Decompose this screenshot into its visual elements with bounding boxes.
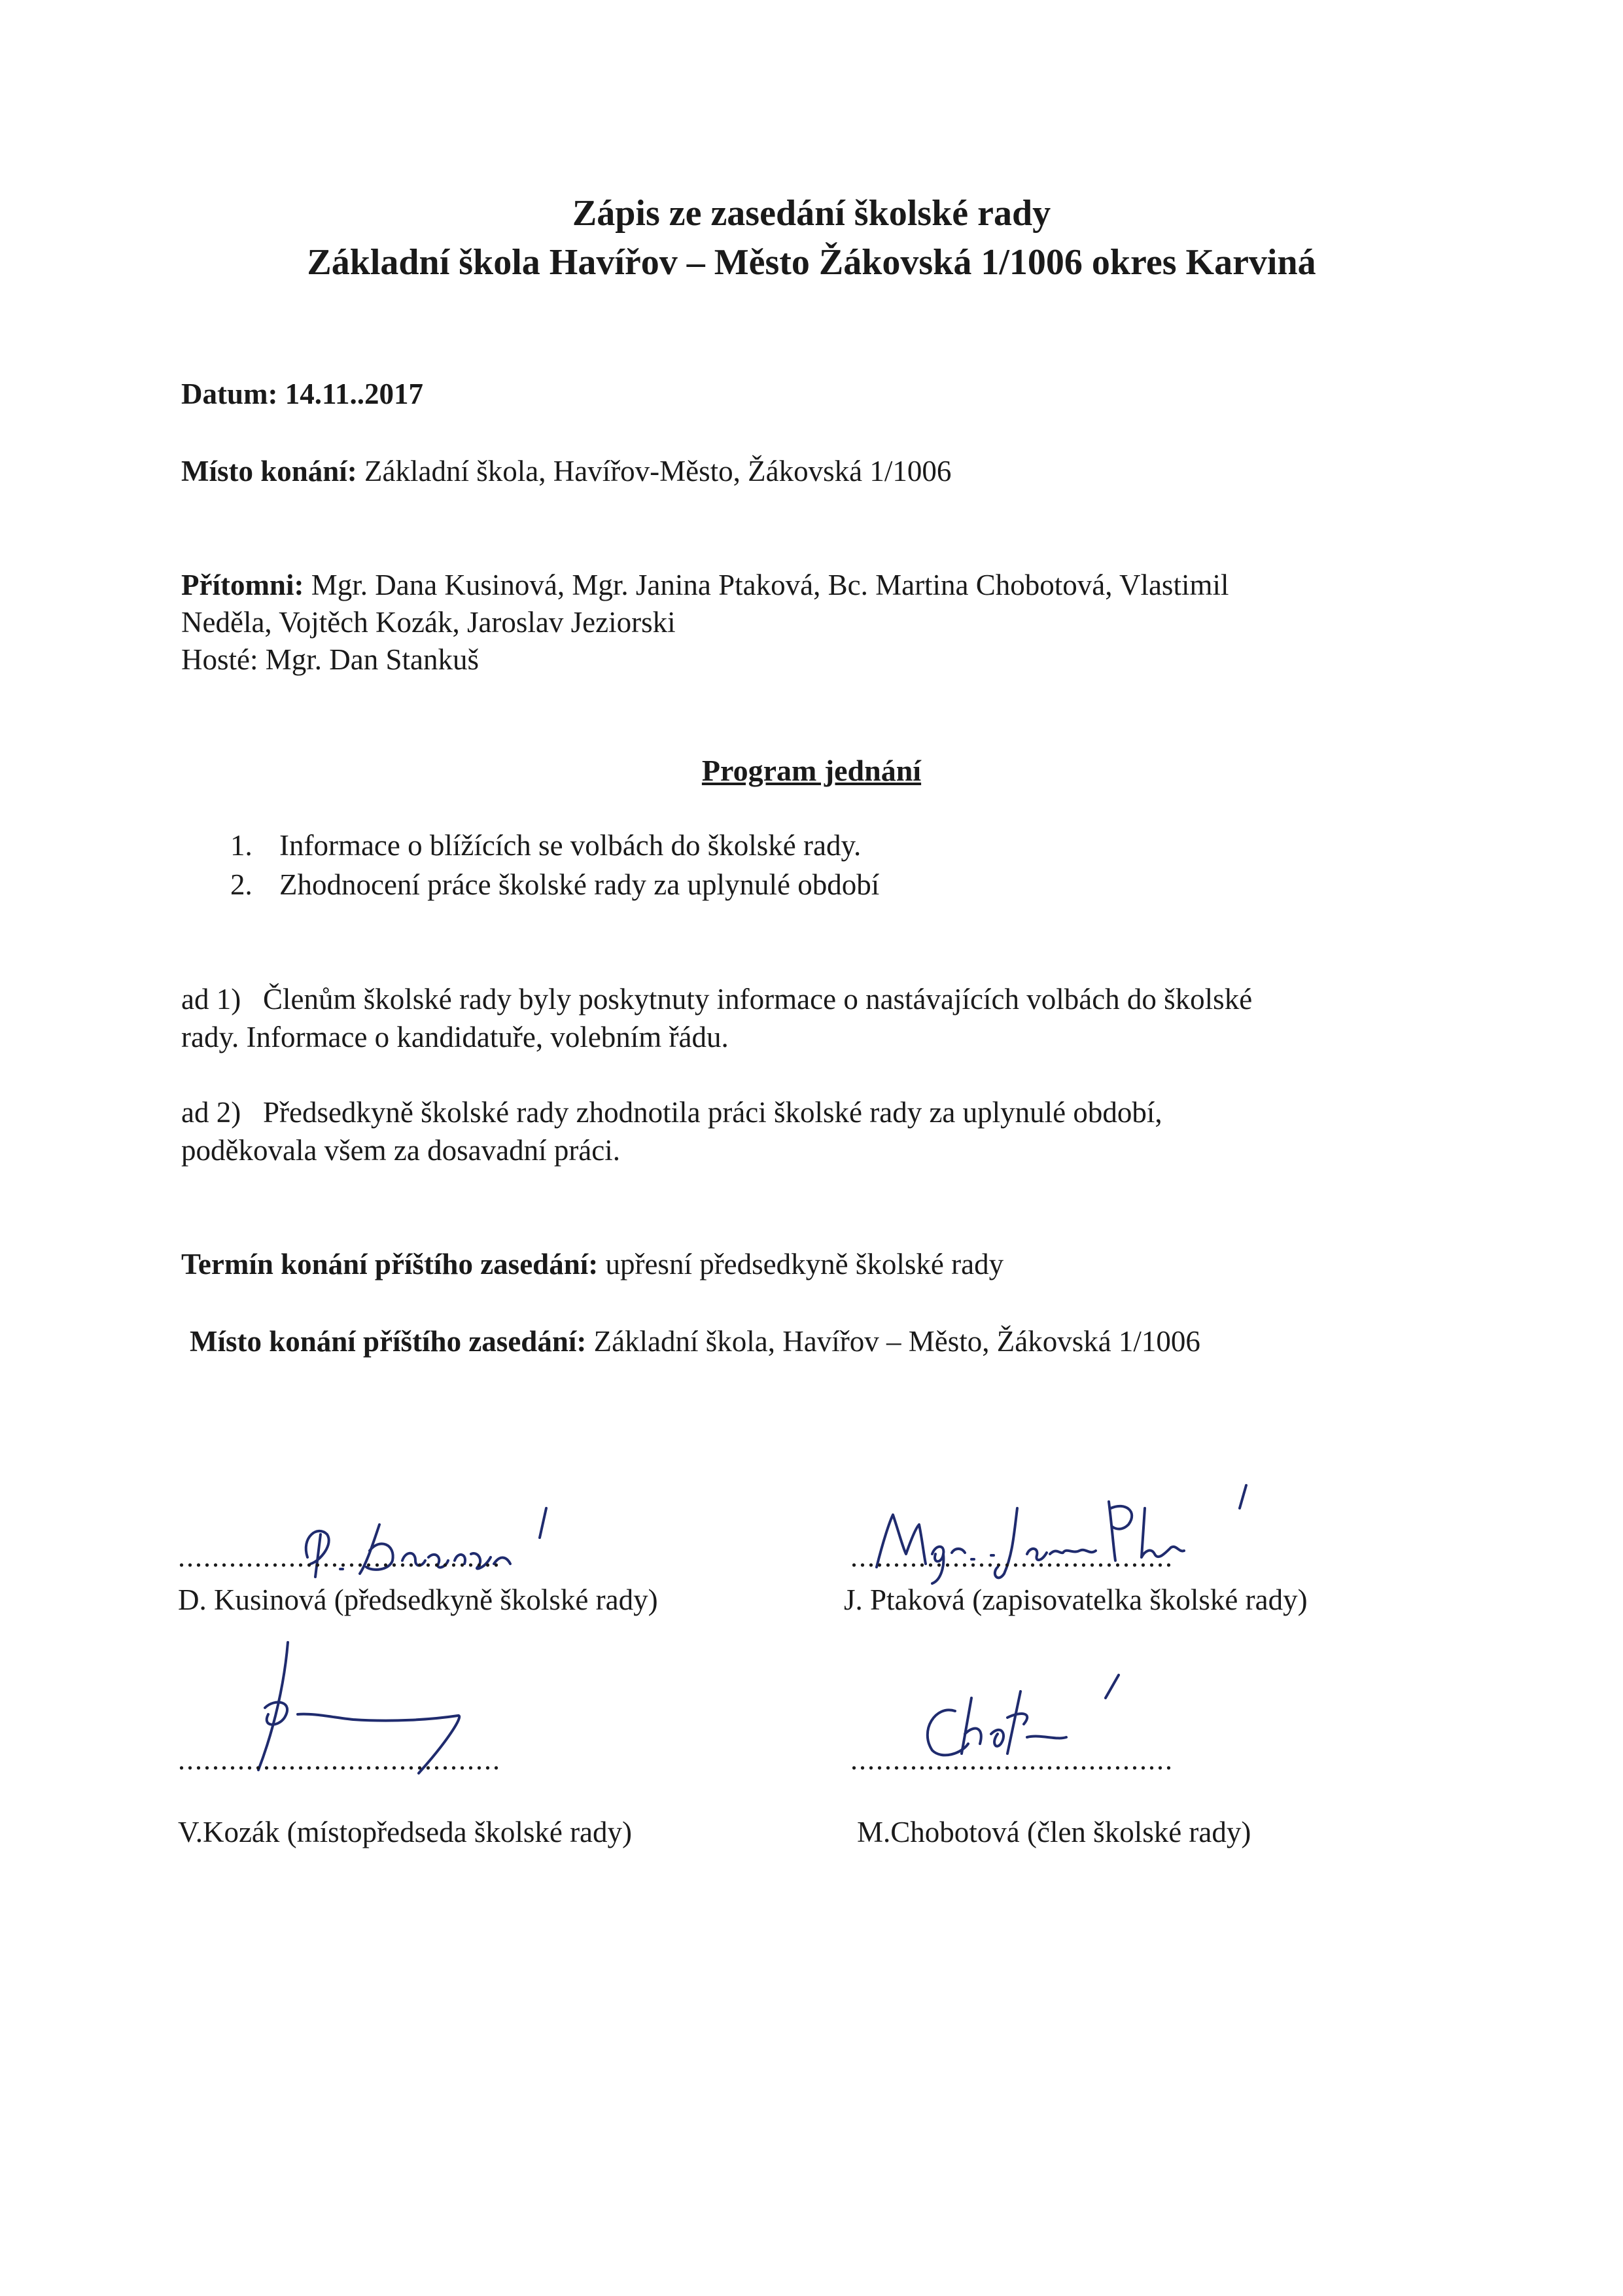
school-name: Základní škola Havířov – Město Žákovská 1/1006 okres Karviná [307,242,1316,283]
next-meeting-term [181,1245,1003,1284]
next-place-value: Základní škola, Havířov – Město, Žákovská 1/1006 [593,1325,1200,1358]
next-term-value: upřesní předsedkyně školské rady [605,1248,1004,1280]
agenda-item [230,826,861,865]
agenda-item [230,865,879,904]
agenda-title: Program jednání [701,754,922,787]
present-line-1 [181,565,1229,605]
signature-line-ptakova: ...................................... [850,1541,1174,1573]
agenda-item-text: Informace o blížících se volbách do školské rady. [279,829,862,862]
ad1-line-2: rady. Informace o kandidatuře, volebním řádu. [181,1021,729,1053]
ad2-line-2: poděkovala všem za dosavadní práci. [181,1134,621,1167]
next-term-label: Termín konání příštího zasedání: [181,1248,599,1280]
signature-line-kusinova: ...................................... [178,1541,501,1573]
agenda-item-number: 1. [230,829,253,862]
agenda-item-text: Zhodnocení práce školské rady za uplynulé období [279,868,880,901]
present-line-2: Neděla, Vojtěch Kozák, Jaroslav Jeziorski [181,606,676,639]
document-title: Zápis ze zasedání školské rady [572,193,1051,234]
signature-line-chobotova: ...................................... [850,1744,1174,1776]
agenda-item-number: 2. [230,868,253,901]
ad2-line-1: ad 2) Předsedkyně školské rady zhodnotila práci školské rady za uplynulé období, [181,1096,1162,1129]
present-label: Přítomni: [181,569,304,601]
next-place-label: Místo konání příštího zasedání: [190,1325,587,1358]
ad1-line-1: ad 1) Členům školské rady byly poskytnuty informace o nastávajících volbách do školské [181,983,1253,1016]
next-meeting-place [190,1322,1200,1361]
guests-line: Hosté: Mgr. Dan Stankuš [181,643,479,676]
meeting-place [181,451,951,491]
signature-caption-kozak: V.Kozák (místopředseda školské rady) [178,1816,633,1848]
present-value-1: Mgr. Dana Kusinová, Mgr. Janina Ptaková, Bc. Martina Chobotová, Vlastimil [311,569,1229,601]
meeting-date: Datum: 14.11..2017 [181,378,423,410]
signature-line-kozak: ...................................... [178,1744,501,1776]
signature-ptakova [864,1482,1335,1590]
signature-caption-kusinova: D. Kusinová (předsedkyně školské rady) [178,1583,658,1616]
signature-caption-ptakova: J. Ptaková (zapisovatelka školské rady) [844,1583,1308,1616]
meeting-place-label: Místo konání: [181,455,357,487]
meeting-place-value: Základní škola, Havířov-Město, Žákovská 1/1006 [364,455,952,487]
signature-caption-chobotova: M.Chobotová (člen školské rady) [857,1816,1251,1848]
